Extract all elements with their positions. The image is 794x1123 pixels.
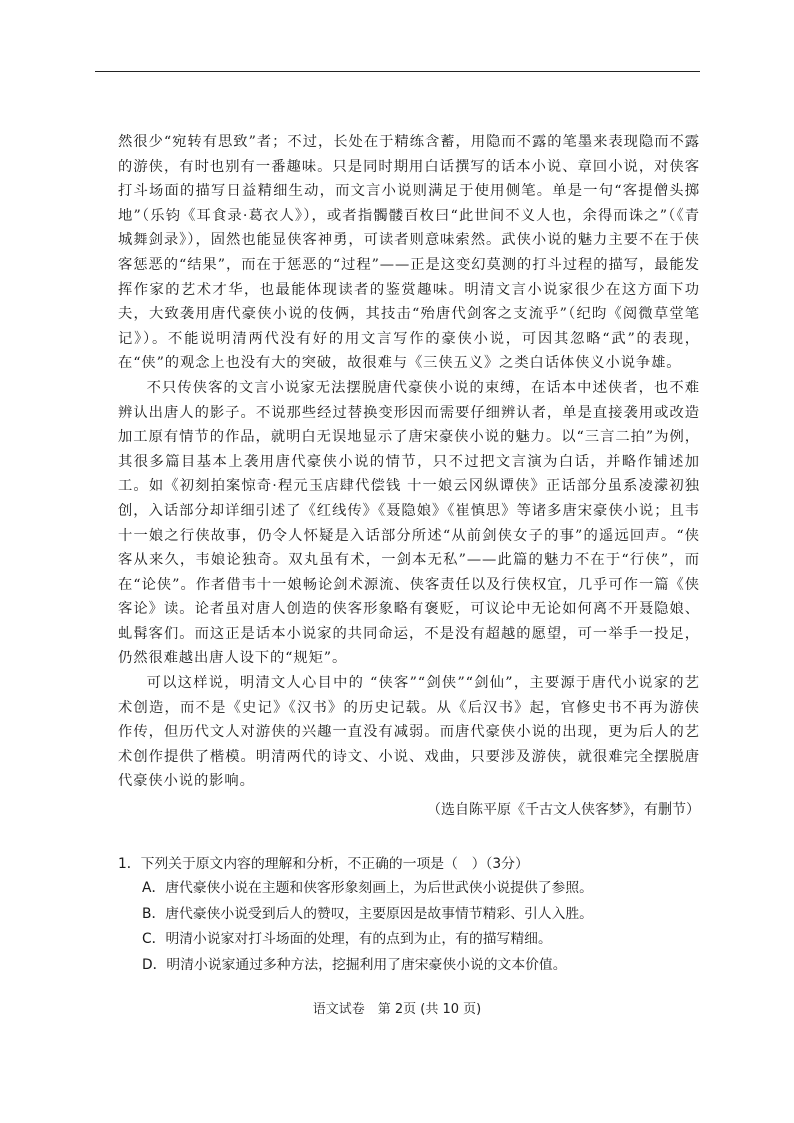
option-letter: D． — [142, 956, 167, 973]
passage-paragraph-3: 可以这样说，明清文人心目中的 “侠客”“剑侠”“剑仙”，主要源于唐代小说家的艺术创造，而不是《史记》《汉书》的历史记载。从《后汉书》起，官修史书不再为游侠作传，但历代文人对游侠的兴趣一直没有减弱。而唐代豪侠小说的出现，更为后人的艺术创作提供了楷模。明清两代的诗文、小说、戏曲，只要涉及游侠，就很难完全摆脱唐代豪侠小说的影响。 — [118, 675, 700, 790]
page-footer: 语文试卷 第 2页 (共 10 页) — [312, 1002, 482, 1017]
option-text: 明清小说家对打斗场面的处理，有的点到为止，有的描写精细。 — [165, 931, 552, 947]
option-a[interactable] — [118, 876, 700, 902]
option-text: 唐代豪侠小说在主题和侠客形象刻画上，为后世武侠小说提供了参照。 — [165, 880, 593, 896]
header-rule — [95, 71, 700, 72]
passage-paragraph-1: 然很少“宛转有思致”者；不过，长处在于精练含蓄，用隐而不露的笔墨来表现隐而不露的游侠，有时也别有一番趣味。只是同时期用白话撰写的话本小说、章回小说，对侠客打斗场面的描写日益精细生动，而文言小说则满足于使用侧笔。单是一句“客提僧头掷地”（乐钧《耳食录·葛衣人》），或者指髑髅百枚曰“此世间不义人也，余得而诛之”（《青城舞剑录》），固然也能显侠客神勇，可读者则意味索然。武侠小说的魅力主要不在于侠客惩恶的“结果”，而在于惩恶的“过程”——正是这变幻莫测的打斗过程的描写，最能发挥作家的艺术才华，也最能体现读者的鉴赏趣味。明清文言小说家很少在这方面下功夫，大致袭用唐代豪侠小说的伎俩，其技击“殆唐代剑客之支流乎”（纪昀《阅微草堂笔记》）。不能说明清两代没有好的用文言写作的豪侠小说，可因其忽略“武”的表现，在“侠”的观念上也没有大的突破，故很难与《三侠五义》之类白话体侠义小说争雄。 — [118, 134, 700, 372]
option-b[interactable] — [118, 902, 700, 928]
option-text: 唐代豪侠小说受到后人的赞叹，主要原因是故事情节精彩、引人入胜。 — [165, 905, 593, 922]
question-stem: 1．下列关于原文内容的理解和分析，不正确的一项是（ ）（3分） — [118, 856, 529, 872]
question-1 — [118, 852, 700, 978]
passage-source: （选自陈平原《千古文人侠客梦》，有删节） — [427, 802, 700, 819]
option-letter: B． — [142, 905, 166, 922]
option-letter: C． — [142, 931, 166, 947]
option-d[interactable] — [118, 953, 700, 979]
reading-passage — [118, 130, 700, 822]
option-text: 明清小说家通过多种方法，挖掘利用了唐宋豪侠小说的文本价值。 — [166, 956, 567, 973]
passage-paragraph-2: 不只传侠客的文言小说家无法摆脱唐代豪侠小说的束缚，在话本中述侠者，也不难辨认出唐人的影子。不说那些经过替换变形因而需要仔细辨认者，单是直接袭用或改造加工原有情节的作品，就明白无误地显示了唐宋豪侠小说的魅力。以“三言二拍”为例，其很多篇目基本上袭用唐代豪侠小说的情节，只不过把文言演为白话，并略作铺述加工。如《初刻拍案惊奇·程元玉店肆代偿钱 十一娘云冈纵谭侠》正话部分虽系凌濛初独创，入话部分却详细引述了《红线传》《聂隐娘》《崔慎思》等诸多唐宋豪侠小说；且韦十一娘之行侠故事，仍令人怀疑是入话部分所述“从前剑侠女子的事”的遥远回声。“侠客从来久，韦娘论独奇。双丸虽有术，一剑本无私”——此篇的魅力不在于“行侠”，而在“论侠”。作者借韦十一娘畅论剑术源流、侠客责任以及行侠权宜，几乎可作一篇《侠客论》读。论者虽对唐人创造的侠客形象略有褒贬，可议论中无论如何离不开聂隐娘、虬髯客们。而这正是话本小说家的共同命运，不是没有超越的愿望，可一举手一投足，仍然很难越出唐人设下的“规矩”。 — [118, 379, 700, 667]
option-c[interactable] — [118, 927, 700, 953]
option-letter: A． — [142, 880, 166, 896]
